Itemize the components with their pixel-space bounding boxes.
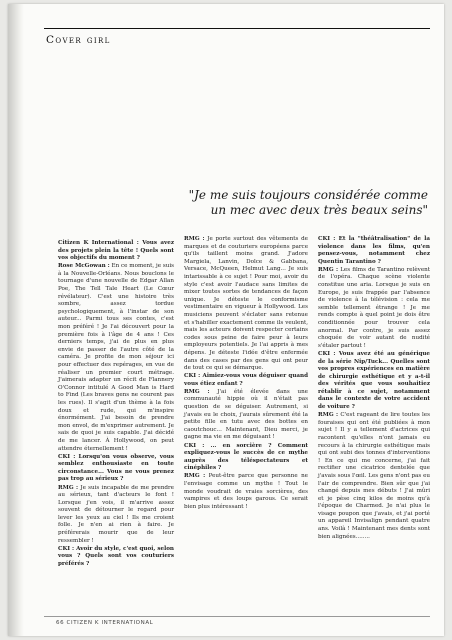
footer-rule (44, 616, 430, 617)
page-spine-shadow (8, 4, 24, 636)
answer-text: En ce moment, je suis à la Nouvelle-Orléans. Nous bouclons le tournage d'une nouvelle de Edgar Allan Poe, The Tell Tale Heart (Le Cœur révélateur). C'est une histoire très sombre, assez tordue psychologiquement, à l'instar de son auteur... Parmi tous ses contes, c'est mon préféré ! Je l'ai découvert pour la première fois à l'âge de 4 ans ! Ces derniers temps, j'ai de plus en plus envie de passer de l'autre côté de la caméra. Je profite de mon séjour ici pour effectuer des repérages, en vue de réaliser un premier court métrage. J'aimerais adapter un récit de Flannery O'Connor intitulé A Good Man is Hard to Find (Les braves gens ne courent pas les rues). Il s'agit d'un thème à la fois doux et rude, qui m'inspire énormément. J'ai besoin de prendre mon envol, de m'exprimer autrement. Je sais de quoi je suis capable. J'ai décidé de me lancer. À Hollywood, on peut attendre éternellement ! (58, 263, 174, 452)
interview-answer (58, 485, 174, 546)
speaker-label: RMG : (184, 236, 205, 242)
speaker-label: RMG : (184, 388, 210, 395)
speaker-label: Rose McGowan : (58, 263, 110, 270)
magazine-page (8, 4, 444, 636)
interview-question: CKI : Lorsqu'on vous observe, vous semblez enthousiaste en toute circonstance... Vous ne vous prenez pas trop au sérieux ? (58, 453, 174, 483)
interview-answer (184, 236, 308, 373)
speaker-label: RMG : (318, 266, 339, 273)
article-column-3 (318, 236, 430, 542)
answer-text: C'est rageant de lire toutes les fouraises qui ont été publiées à mon sujet ! Il y a tellement d'actrices qui racontent qu'elles n'ont jamais eu recours à la chirurgie esthétique mais qui ont subi des tonnes d'interventions ! En ce qui me concerne, j'ai fait rectifier une cicatrice dentelée que j'avais sous l'œil. Les gens n'ont pas eu l'air de comprendre. Bien sûr que j'ai changé depuis mes débuts ! J'ai mûri et je pèse cinq kilos de moins qu'à l'époque de Charmed. Je n'ai plus le visage poupon que j'avais, et j'ai porté un appareil Invisalign pendant quatre ans. Voilà ! Maintenant mes dents sont bien alignées........ (318, 412, 430, 540)
article-column-2 (184, 236, 308, 512)
article-column-1 (58, 240, 174, 569)
answer-text: J'ai été élevée dans une communauté hippie où il n'était pas question de se déguiser. Autrement, si j'avais eu le choix, j'aurais sûrement été la petite fille en tutu avec des bottes en caoutchouc... Maintenant, Dieu merci, je gagne ma vie en me déguisant ! (184, 388, 308, 441)
answer-text: Les films de Tarantino relèvent de l'opéra. Chaque scène violente constitue une aria. Lorsque je suis en Europe, je suis frappée par l'absence de violence à la télévision : cela me semble tellement étrange ! Je me rends compte à quel point je dois être conditionnée pour trouver cela anormal. Par contre, je suis assez choquée de voir autant de nudité s'étaler partout ! (318, 266, 430, 349)
interview-answer (58, 263, 174, 453)
interview-answer (184, 473, 308, 511)
interview-question: CKI : Avoir du style, c'est quoi, selon vous ? Quels sont vos couturiers préférés ? (58, 545, 174, 567)
answer-text: Je suis incapable de me prendre au sérieux, tant d'acteurs le font ! Lorsque j'en vois, il m'arrive assez souvent de détourner le regard pour lever les yeux au ciel ! Ils me croient folle. Je n'en ai rien à faire. Je préférerais mourir que de leur ressembler ! (58, 484, 174, 544)
speaker-label: RMG : (318, 412, 339, 419)
interview-answer (318, 412, 430, 541)
header-rule (44, 28, 430, 29)
pull-quote-line-1: "Je me suis toujours considérée comme (188, 188, 428, 202)
page-folio: 66 CITIZEN K INTERNATIONAL (56, 620, 154, 626)
pull-quote-line-2: un mec avec deux très beaux seins" (210, 203, 428, 217)
interview-question: Citizen K International : Vous avez des projets plein la tête ! Quels sont vos objectifs du moment ? (58, 240, 174, 262)
speaker-label: RMG : (184, 473, 206, 480)
interview-answer (184, 389, 308, 442)
interview-question: CKI : Et la "théâtralisation" de la violence dans les films, qu'en pensez-vous, notamment chez Quentin Tarantino ? (318, 236, 430, 265)
section-title: Cover girl (46, 34, 111, 46)
interview-question: CKI : Vous avez été au générique de la série Nip/Tuck... Quelles sont vos propres expériences en matière de chirurgie esthétique et y a-t-il des vérités que vous souhaitiez rétablir à ce sujet, notamment dans le contexte de votre accident de voiture ? (318, 350, 430, 411)
answer-text: Peut-être parce que personne ne l'envisage comme un mythe ! Tout le monde voudrait de vraies sorcières, des vampires et des loups garous. Ce serait bien plus intéressant ! (184, 473, 308, 510)
interview-question: CKI : ... en sorcière ? Comment expliquez-vous le succès de ce mythe auprès des téléspectateurs et cinéphiles ? (184, 442, 308, 472)
pull-quote (128, 188, 428, 218)
interview-answer (318, 267, 430, 351)
interview-question: CKI : Aimiez-vous vous déguiser quand vous étiez enfant ? (184, 373, 308, 387)
speaker-label: RMG : (58, 484, 79, 491)
answer-text: Je porte surtout des vêtements de marques et de couturiers européens parce qu'ils taillent moins grand. J'adore Margiela, Lanvin, Dolce & Gabbana, Versace, McQueen, Helmut Lang... Je suis intarissable à ce sujet ! Pour moi, avoir du style c'est avoir l'audace sans limites de mixer toutes sortes de tendances de façon unique. Je déteste le conformisme vestimentaire en vigueur à Hollywood. Les musiciens peuvent s'éclater sans retenue et s'habiller exactement comme ils veulent, mais les acteurs doivent respecter certains codes sous peine de faire peur à leurs employeurs potentiels. Je l'ai appris à mes dépens. Je déteste l'idée d'être enfermée dans des cases par des gens qui ont peur de tout ce qui se démarque. (184, 236, 308, 372)
